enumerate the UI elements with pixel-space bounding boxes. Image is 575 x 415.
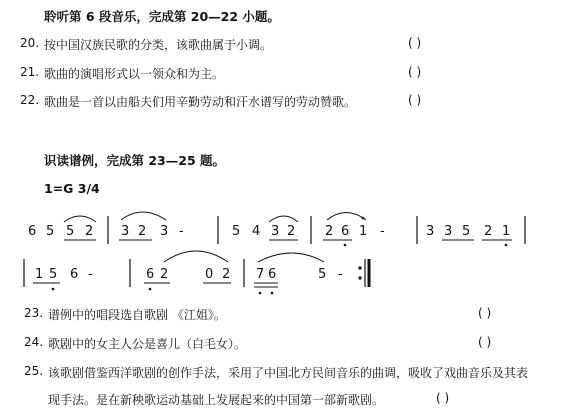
note: 5 [232, 224, 241, 239]
repeat-dot [358, 266, 361, 269]
note: 3 [426, 224, 435, 239]
low-octave-dot [271, 292, 274, 295]
note: 7 [256, 267, 265, 282]
question-25-text-continued: 现手法。是在新秧歌运动基础上发展起来的中国第一部新歌剧。 [48, 393, 385, 407]
note: - [380, 224, 385, 239]
question-22-number: 22. [20, 93, 40, 107]
question-23-number: 23. [24, 306, 44, 320]
note: 3 [271, 224, 280, 239]
question-24-answer-blank[interactable]: ( ) [478, 335, 492, 349]
question-24-number: 24. [24, 335, 44, 349]
slur [164, 251, 228, 262]
slur [121, 212, 166, 220]
note: 5 [318, 267, 327, 282]
slur [258, 253, 324, 262]
note: 5 [46, 224, 55, 239]
note: 6 [268, 267, 277, 282]
question-24-text: 歌剧中的女主人公是喜儿（白毛女）。 [48, 337, 247, 351]
note: 6 [146, 267, 155, 282]
question-21-number: 21. [20, 65, 40, 79]
question-20-text: 按中国汉族民歌的分类，该歌曲属于小调。 [44, 38, 273, 52]
note: 2 [484, 224, 493, 239]
question-25-number: 25. [24, 364, 44, 378]
repeat-dot [358, 276, 361, 279]
low-octave-dot [52, 288, 55, 291]
question-20-answer-blank[interactable]: ( ) [408, 36, 422, 50]
section2-heading: 识读谱例，完成第 23—25 题。 [44, 153, 225, 168]
note: 2 [287, 224, 296, 239]
question-23-answer-blank[interactable]: ( ) [478, 306, 492, 320]
note: 4 [252, 224, 261, 239]
question-20-number: 20. [20, 36, 40, 50]
question-25-answer-blank[interactable]: ( ) [436, 391, 450, 405]
note: 5 [462, 224, 471, 239]
note: 2 [138, 224, 147, 239]
question-22-text: 歌曲是一首以由船夫们用辛勤劳动和汗水谱写的劳动赞歌。 [44, 95, 357, 109]
section1-heading: 聆听第 6 段音乐，完成第 20—22 小题。 [44, 9, 280, 24]
note: 6 [28, 224, 37, 239]
note: 5 [66, 224, 75, 239]
question-25-text: 该歌剧借鉴西洋歌剧的创作手法，采用了中国北方民间音乐的曲调，吸收了戏曲音乐及其表 [48, 366, 529, 380]
low-octave-dot [505, 244, 508, 247]
note: 5 [49, 267, 58, 282]
note: - [88, 267, 93, 282]
note: 1 [359, 224, 368, 239]
note: 0 [205, 267, 214, 282]
slur [269, 216, 298, 222]
note: - [179, 224, 184, 239]
low-octave-dot [259, 292, 262, 295]
key-signature: 1=G 3/4 [44, 181, 100, 196]
question-23-text: 谱例中的唱段选自歌剧 《江姐》。 [48, 308, 226, 322]
note: 6 [341, 224, 350, 239]
low-octave-dot [149, 288, 152, 291]
note: 2 [85, 224, 94, 239]
slur [327, 213, 366, 221]
question-22-answer-blank[interactable]: ( ) [408, 93, 422, 107]
note: - [338, 267, 343, 282]
note: 2 [222, 267, 231, 282]
note: 6 [70, 267, 79, 282]
note: 3 [444, 224, 453, 239]
note: 2 [160, 267, 169, 282]
note: 1 [502, 224, 511, 239]
note: 1 [35, 267, 44, 282]
note: 3 [121, 224, 130, 239]
note: 3 [160, 224, 169, 239]
low-octave-dot [344, 244, 347, 247]
slur [64, 216, 96, 222]
question-21-answer-blank[interactable]: ( ) [408, 65, 422, 79]
note: 2 [325, 224, 334, 239]
question-21-text: 歌曲的演唱形式以一领众和为主。 [44, 67, 225, 81]
